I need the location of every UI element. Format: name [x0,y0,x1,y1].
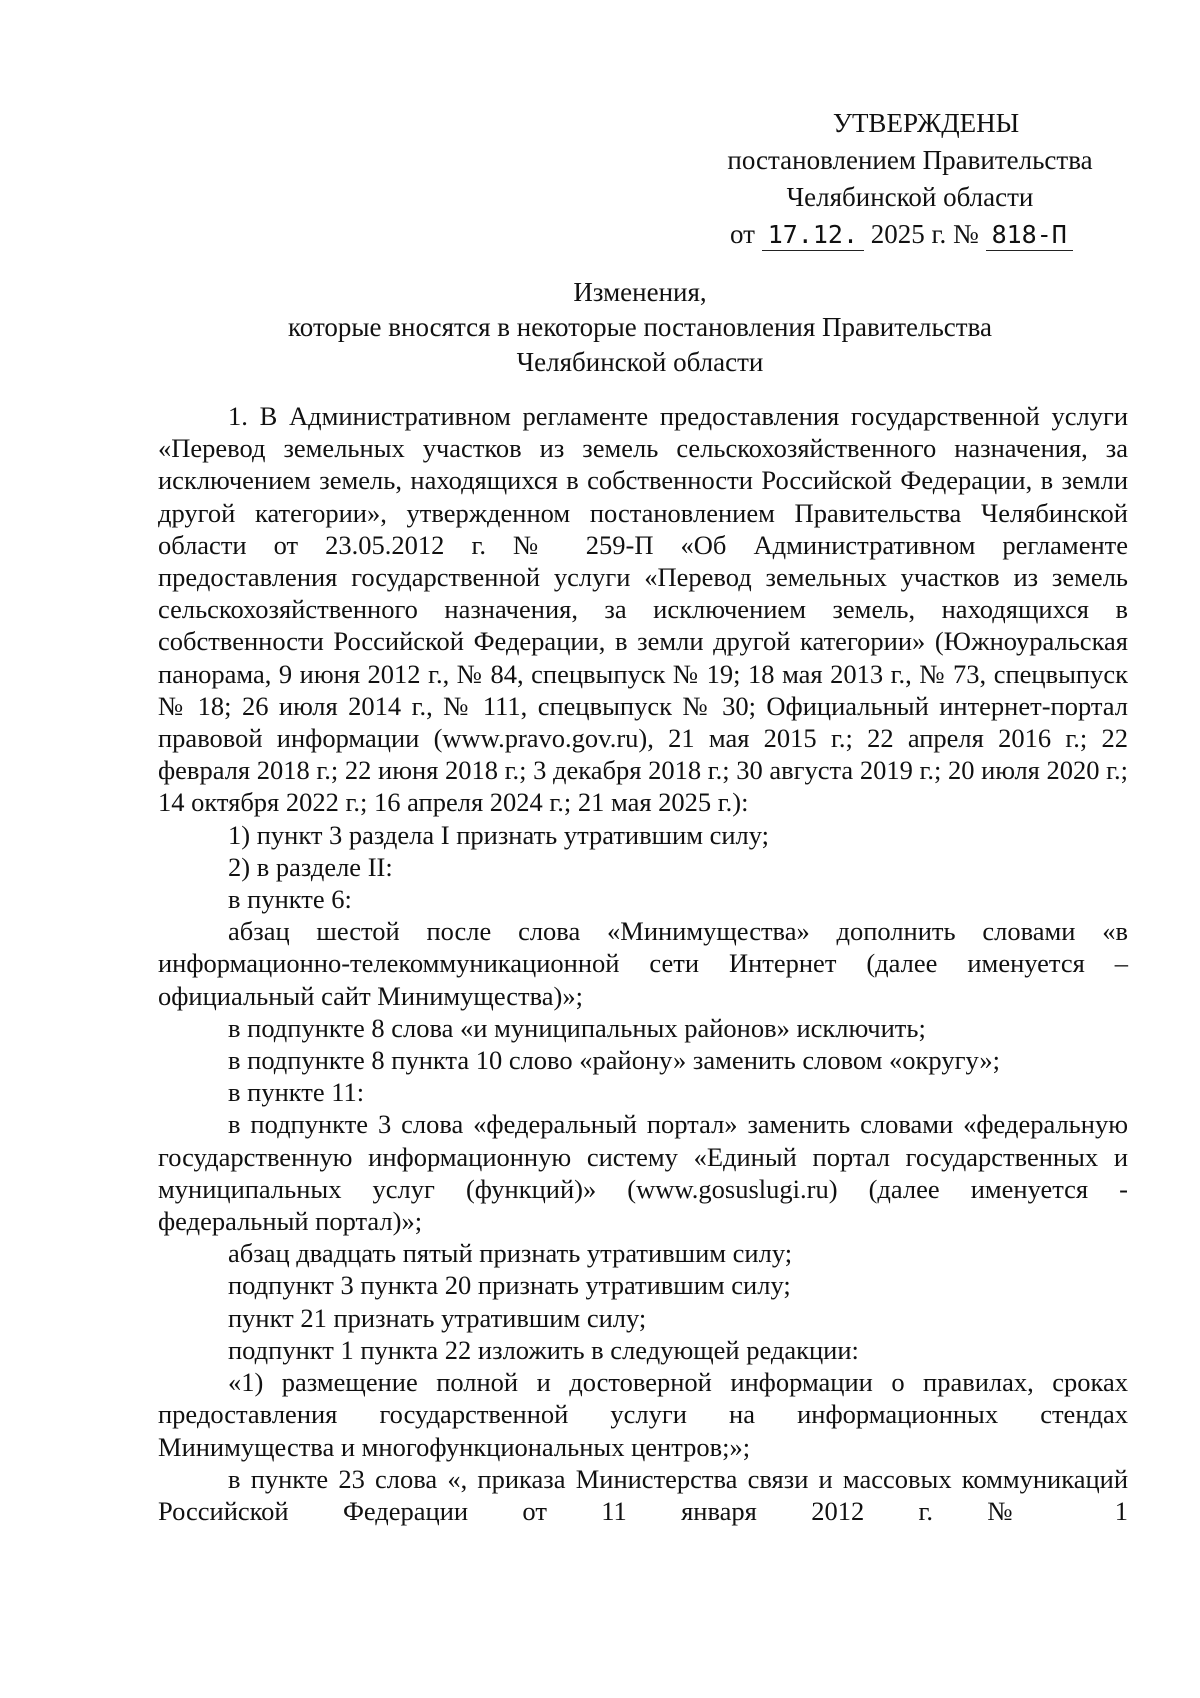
resolution-date-line [700,216,1120,253]
paragraph: 2) в разделе II: [228,851,393,882]
paragraph: абзац шестой после слова «Минимущества» дополнить словами «в информационно-телекоммуникационной сети Интернет (далее именуется – официальный сайт Минимущества)»; [158,916,1128,1011]
title-line-2: которые вносятся в некоторые постановления Правительства [288,312,992,342]
handwritten-date: 17.12. [762,220,864,251]
paragraph: в подпункте 3 слова «федеральный портал» заменить словами «федеральную государственную информационную систему «Единый портал государственных и муниципальных услуг (функций)» (www.gosuslugi.ru) (далее именуется - федеральный портал)»; [158,1109,1128,1237]
paragraph: в подпункте 8 слова «и муниципальных районов» исключить; [228,1012,926,1043]
resolution-label: постановлением Правительства [727,145,1093,175]
paragraph: в подпункте 8 пункта 10 слово «району» заменить словом «округу»; [228,1045,1000,1076]
document-body [158,400,1128,1527]
year-text: 2025 г. № [870,219,979,249]
approved-label: УТВЕРЖДЕНЫ [832,108,1020,138]
handwritten-number: 818-П [986,220,1073,251]
paragraph: в пункте 6: [228,884,352,915]
title-line-1: Изменения, [573,277,707,307]
paragraph: «1) размещение полной и достоверной информации о правилах, сроках предоставления государственной услуги на информационных стендах Минимущества и многофункциональных центров;»; [158,1367,1128,1462]
paragraph: 1) пункт 3 раздела I признать утратившим силу; [228,819,770,850]
document-title [150,275,1130,380]
region-label: Челябинской области [786,182,1034,212]
title-line-3: Челябинской области [516,347,764,377]
paragraph: в пункте 11: [228,1077,365,1108]
paragraph: 1. В Административном регламенте предоставления государственной услуги «Перевод земельных участков из земель сельскохозяйственного назначения, за исключением земель, находящихся в собственности Российской Федерации, в земли другой категории», утвержденном постановлением Правительства Челябинской области от 23.05.2012 г. № 259-П «Об Административном регламенте предоставления государственной услуги «Перевод земельных участков из земель сельскохозяйственного назначения, за исключением земель, находящихся в собственности Российской Федерации, в земли другой категории» (Южноуральская панорама, 9 июня 2012 г., № 84, спецвыпуск № 19; 18 мая 2013 г., № 73, спецвыпуск № 18; 26 июля 2014 г., № 111, спецвыпуск № 30; Официальный интернет-портал правовой информации (www.pravo.gov.ru), 21 мая 2015 г.; 22 апреля 2016 г.; 22 февраля 2018 г.; 22 июня 2018 г.; 3 декабря 2018 г.; 30 августа 2019 г.; 20 июля 2020 г.; 14 октября 2022 г.; 16 апреля 2024 г.; 21 мая 2025 г.): [158,401,1128,818]
paragraph: абзац двадцать пятый признать утратившим силу; [228,1238,793,1269]
approval-stamp [700,105,1120,253]
paragraph: в пункте 23 слова «, приказа Министерства связи и массовых коммуникаций Российской Федерации от 11 января 2012 г. № 1 [158,1463,1128,1526]
date-prefix: от [730,219,755,249]
paragraph: подпункт 1 пункта 22 изложить в следующей редакции: [228,1334,859,1365]
paragraph: пункт 21 признать утратившим силу; [228,1302,647,1333]
paragraph: подпункт 3 пункта 20 признать утратившим силу; [228,1270,791,1301]
